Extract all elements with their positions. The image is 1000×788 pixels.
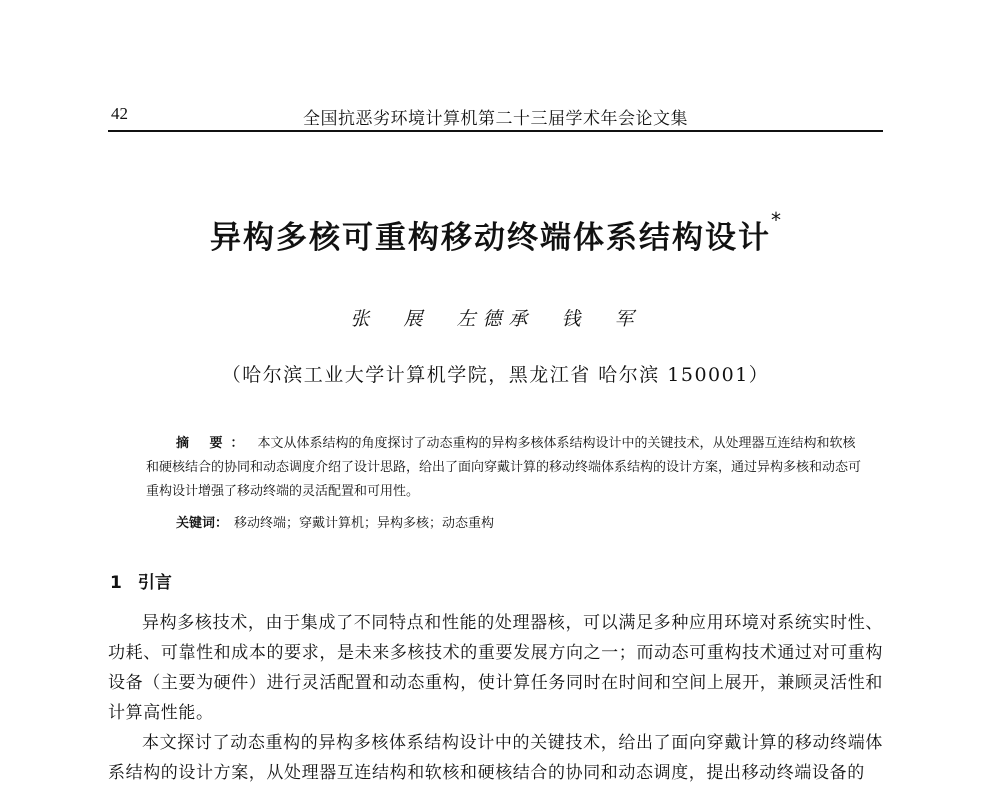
body-paragraph: 本文探讨了动态重构的异构多核体系结构设计中的关键技术，给出了面向穿戴计算的移动终端体系结构的设计方案，从处理器互连结构和软核和硬核结合的协同和动态调度，提出移动终端设备的 [108,733,883,783]
section-title: 引言 [137,573,172,593]
running-title: 全国抗恶劣环境计算机第二十三届学术年会论文集 [303,109,688,129]
abstract-text: 本文从体系结构的角度探讨了动态重构的异构多核体系结构设计中的关键技术，从处理器互连结构和软核和硬核结合的协同和动态调度介绍了设计思路，给出了面向穿戴计算的移动终端体系结构的设计方案，通过异构多核和动态可重构设计增强了移动终端的灵活配置和可用性。 [146,436,862,499]
body-text [108,608,883,788]
paper-title: 异构多核可重构移动终端体系结构设计 [210,220,771,256]
abstract [146,432,861,504]
paper-title-block [108,208,883,257]
keywords-label: 关键词： [176,516,229,531]
running-header [108,100,883,132]
keywords-text: 移动终端；穿戴计算机；异构多核；动态重构 [234,516,495,531]
affiliation: （哈尔滨工业大学计算机学院，黑龙江省 哈尔滨 150001） [221,364,770,386]
abstract-label: 摘 要： [176,436,252,451]
section-number: 1 [110,573,122,593]
title-footnote-mark: * [771,208,781,232]
section-heading [110,568,172,593]
body-paragraph: 异构多核技术，由于集成了不同特点和性能的处理器核，可以满足多种应用环境对系统实时性、功耗、可靠性和成本的要求，是未来多核技术的重要发展方向之一；而动态可重构技术通过对可重构设备（主要为硬件）进行灵活配置和动态重构，使计算任务同时在时间和空间上展开，兼顾灵活性和计算高性能。 [108,613,883,723]
page-number: 42 [111,104,128,123]
keywords [176,512,866,531]
authors: 张 展 左德承 钱 军 [350,308,641,330]
